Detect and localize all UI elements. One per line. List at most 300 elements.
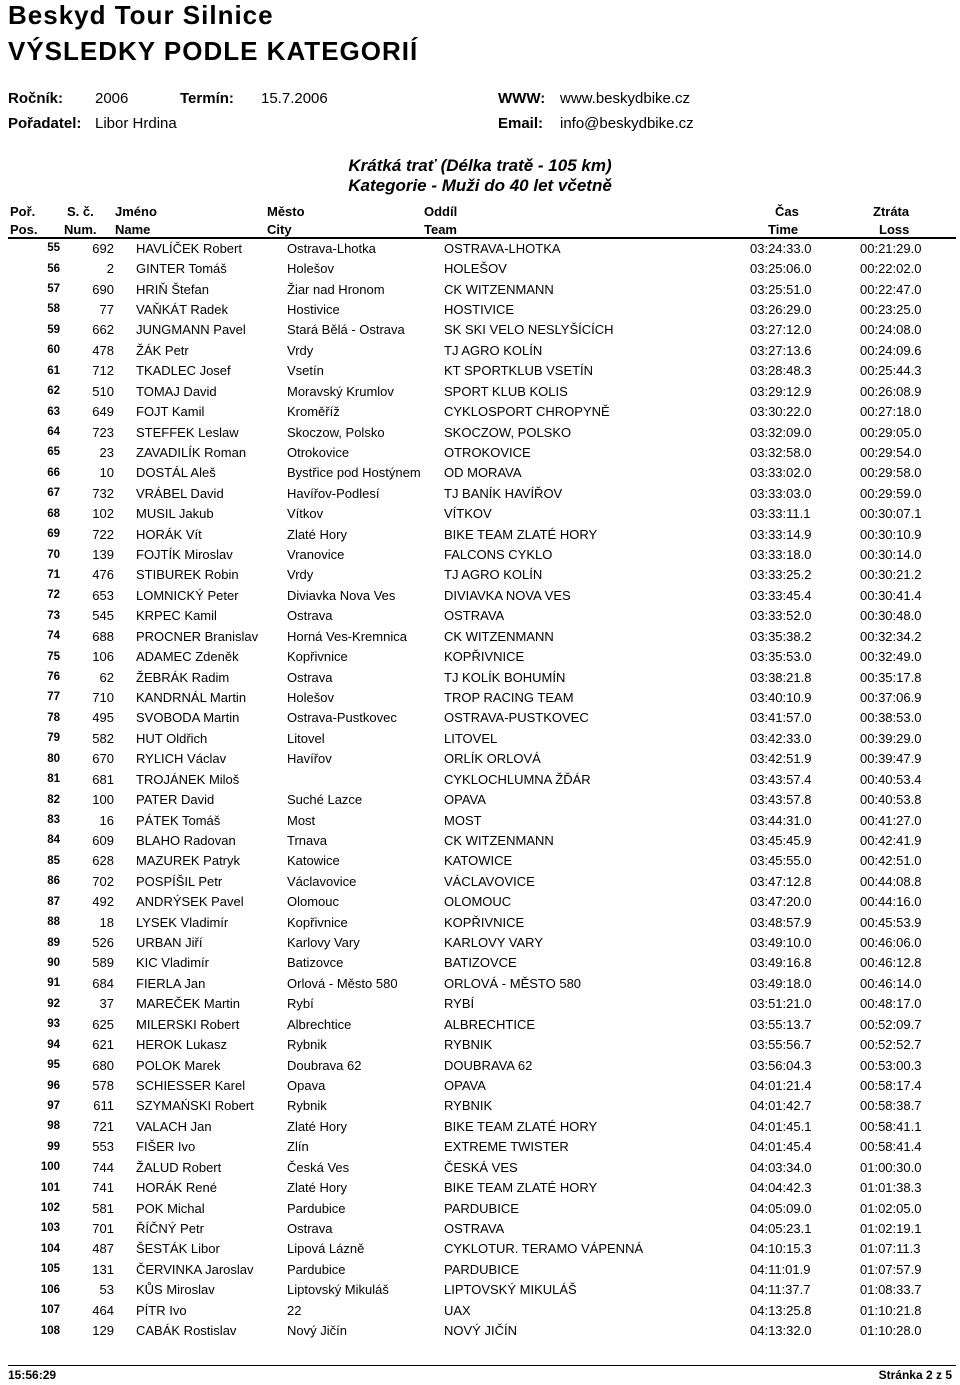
cell-loss: 00:35:17.8 — [860, 669, 922, 685]
col-time-en: Time — [768, 222, 799, 237]
cell-num: 681 — [92, 771, 114, 787]
cell-team: BIKE TEAM ZLATÉ HORY — [444, 526, 598, 542]
cell-team: EXTREME TWISTER — [444, 1139, 569, 1155]
cell-num: 625 — [92, 1016, 114, 1032]
table-row — [8, 892, 960, 912]
cell-name: ČERVINKA Jaroslav — [136, 1261, 254, 1277]
cell-name: RYLICH Václav — [136, 751, 227, 767]
cell-pos: 93 — [47, 1018, 60, 1031]
cell-loss: 00:41:27.0 — [860, 812, 922, 828]
cell-loss: 00:58:41.1 — [860, 1118, 922, 1134]
cell-team: KT SPORTKLUB VSETÍN — [444, 363, 594, 379]
cell-name: POSPÍŠIL Petr — [136, 873, 223, 889]
cell-city: Moravský Krumlov — [287, 383, 394, 399]
cell-time: 03:47:20.0 — [750, 894, 812, 910]
cell-loss: 00:52:52.7 — [860, 1037, 922, 1053]
cell-loss: 00:25:44.3 — [860, 363, 922, 379]
table-row — [8, 258, 960, 278]
cell-city: Zlaté Hory — [287, 1118, 347, 1134]
cell-pos: 59 — [47, 323, 60, 336]
cell-loss: 00:29:58.0 — [860, 465, 922, 481]
poradatel-label: Pořadatel: — [8, 115, 82, 132]
table-row — [8, 626, 960, 646]
cell-loss: 00:52:09.7 — [860, 1016, 922, 1032]
cell-team: CK WITZENMANN — [444, 281, 554, 297]
cell-team: OSTRAVA-PUSTKOVEC — [444, 710, 589, 726]
cell-time: 03:33:03.0 — [750, 485, 812, 501]
cell-team: TJ AGRO KOLÍN — [444, 567, 543, 583]
footer-page: Stránka 2 z 5 — [878, 1368, 952, 1382]
cell-pos: 98 — [47, 1120, 60, 1133]
cell-city: Opava — [287, 1078, 326, 1093]
cell-num: 526 — [92, 935, 114, 951]
cell-time: 04:01:45.1 — [750, 1118, 812, 1134]
cell-team: OLOMOUC — [444, 894, 512, 910]
footer-time: 15:56:29 — [8, 1368, 57, 1382]
cell-city: Liptovský Mikuláš — [287, 1282, 389, 1298]
cell-name: SCHIESSER Karel — [136, 1078, 246, 1093]
cell-name: KŮS Miroslav — [136, 1282, 215, 1298]
cell-time: 03:40:10.9 — [750, 689, 812, 705]
cell-time: 03:28:48.3 — [750, 363, 812, 379]
cell-name: HRIŇ Štefan — [136, 281, 209, 297]
cell-num: 688 — [92, 628, 114, 644]
cell-num: 732 — [92, 485, 114, 501]
cell-city: Albrechtice — [287, 1016, 352, 1032]
cell-pos: 95 — [47, 1059, 60, 1072]
cell-time: 03:32:58.0 — [750, 444, 812, 460]
table-row — [8, 769, 960, 789]
cell-city: Rybí — [287, 996, 314, 1012]
col-team-en: Team — [424, 222, 457, 237]
cell-city: Kroměříž — [287, 404, 340, 420]
cell-loss: 00:30:14.0 — [860, 547, 922, 563]
cell-city — [287, 769, 444, 789]
cell-time: 03:33:25.2 — [750, 567, 812, 583]
cell-pos: 75 — [47, 650, 60, 663]
cell-num: 653 — [92, 587, 114, 603]
cell-team: RYBNIK — [444, 1037, 493, 1053]
table-row — [8, 401, 960, 421]
cell-name: MAREČEK Martin — [136, 996, 241, 1012]
table-row — [8, 483, 960, 503]
table-row — [8, 851, 960, 871]
cell-time: 03:33:11.1 — [750, 506, 811, 522]
cell-time: 04:01:42.7 — [750, 1098, 812, 1114]
cell-loss: 00:23:25.0 — [860, 301, 922, 317]
cell-city: Orlová - Město 580 — [287, 975, 398, 991]
cell-team: BATIZOVCE — [444, 955, 517, 971]
table-row — [8, 524, 960, 544]
cell-pos: 69 — [47, 528, 60, 541]
cell-team: TJ BANÍK HAVÍŘOV — [444, 485, 563, 501]
cell-team: TJ AGRO KOLÍN — [444, 342, 543, 358]
cell-pos: 96 — [47, 1079, 60, 1092]
cell-num: 545 — [92, 608, 114, 624]
cell-pos: 107 — [40, 1304, 60, 1317]
cell-num: 702 — [92, 873, 114, 889]
cell-pos: 89 — [47, 936, 60, 949]
cell-pos: 101 — [40, 1181, 60, 1194]
cell-city: Hostivice — [287, 301, 340, 317]
cell-pos: 60 — [47, 344, 60, 357]
cell-team: PARDUBICE — [444, 1261, 519, 1277]
col-name-cz: Jméno — [115, 204, 157, 219]
cell-team: PARDUBICE — [444, 1200, 519, 1216]
cell-city: Havířov — [287, 751, 332, 767]
cell-city: Vranovice — [287, 547, 345, 563]
table-row — [8, 1320, 960, 1340]
cell-loss: 00:46:06.0 — [860, 935, 922, 951]
cell-city: Holešov — [287, 689, 334, 705]
cell-pos: 102 — [40, 1202, 60, 1215]
cell-name: BLAHO Radovan — [136, 832, 236, 848]
cell-num: 487 — [92, 1241, 114, 1257]
cell-city: Pardubice — [287, 1261, 346, 1277]
cell-city: Vsetín — [287, 363, 324, 379]
cell-team: OTROKOVICE — [444, 444, 531, 460]
col-num-cz: S. č. — [67, 204, 94, 219]
cell-pos: 57 — [47, 283, 60, 296]
cell-city: 22 — [287, 1302, 302, 1318]
cell-loss: 00:45:53.9 — [860, 914, 922, 930]
event-title: Beskyd Tour Silnice — [8, 0, 274, 30]
cell-pos: 90 — [47, 956, 60, 969]
cell-name: VAŇKÁT Radek — [136, 301, 229, 317]
cell-pos: 77 — [47, 691, 60, 704]
cell-num: 100 — [92, 792, 114, 808]
cell-team: KARLOVY VARY — [444, 935, 543, 951]
cell-pos: 105 — [40, 1263, 60, 1276]
table-row — [8, 749, 960, 769]
cell-city: Doubrava 62 — [287, 1057, 362, 1073]
col-city-cz: Město — [267, 204, 305, 219]
cell-name: VRÁBEL David — [136, 485, 224, 501]
cell-loss: 00:40:53.4 — [860, 771, 922, 787]
cell-name: POLOK Marek — [136, 1057, 221, 1073]
cell-city: Rybnik — [287, 1037, 327, 1053]
cell-loss: 00:53:00.3 — [860, 1057, 922, 1073]
cell-pos: 67 — [47, 487, 60, 500]
cell-team: TJ KOLÍK BOHUMÍN — [444, 669, 566, 685]
cell-time: 03:49:10.0 — [750, 935, 812, 951]
cell-num: 53 — [99, 1282, 114, 1298]
cell-pos: 64 — [47, 426, 60, 438]
cell-team: SKOCZOW, POLSKO — [444, 424, 572, 440]
cell-team: DOUBRAVA 62 — [444, 1057, 533, 1073]
cell-time: 03:42:51.9 — [750, 751, 812, 767]
results-body — [8, 238, 960, 1341]
email-label: Email: — [498, 115, 544, 132]
cell-name: SZYMAŃSKI Robert — [136, 1098, 254, 1114]
cell-loss: 01:08:33.7 — [860, 1282, 922, 1298]
cell-num: 721 — [92, 1118, 114, 1134]
cell-loss: 00:29:54.0 — [860, 444, 922, 460]
cell-team: DIVIAVKA NOVA VES — [444, 587, 571, 603]
cell-team: BIKE TEAM ZLATÉ HORY — [444, 1180, 598, 1196]
cell-num: 553 — [92, 1139, 114, 1155]
cell-pos: 103 — [40, 1222, 60, 1235]
cell-pos: 72 — [47, 589, 60, 602]
cell-time: 03:47:12.8 — [750, 873, 812, 889]
cell-city: Ostrava — [287, 1220, 333, 1236]
cell-pos: 91 — [47, 977, 60, 990]
cell-time: 03:35:38.2 — [750, 628, 812, 644]
table-row — [8, 1034, 960, 1054]
cell-name: HUT Oldřich — [136, 730, 208, 746]
cell-time: 03:33:52.0 — [750, 608, 812, 624]
cell-team: VÍTKOV — [444, 506, 492, 522]
cell-city: Kopřivnice — [287, 914, 348, 930]
cell-city: Ostrava — [287, 669, 333, 685]
cell-loss: 00:58:17.4 — [860, 1078, 922, 1093]
table-row — [8, 932, 960, 952]
cell-city: Olomouc — [287, 894, 340, 910]
table-row — [8, 953, 960, 973]
cell-name: MILERSKI Robert — [136, 1016, 240, 1032]
cell-num: 611 — [93, 1098, 114, 1114]
cell-loss: 00:39:47.9 — [860, 751, 922, 767]
cell-team: LIPTOVSKÝ MIKULÁŠ — [444, 1282, 577, 1298]
cell-name: TKADLEC Josef — [136, 363, 231, 379]
page-subtitle: VÝSLEDKY PODLE KATEGORIÍ — [8, 36, 419, 66]
cell-loss: 00:29:05.0 — [860, 424, 922, 440]
cell-num: 744 — [92, 1159, 114, 1175]
cell-name: ADAMEC Zdeněk — [136, 649, 239, 665]
col-name-en: Name — [115, 222, 151, 237]
cell-name: KRPEC Kamil — [136, 608, 217, 624]
cell-name: KANDRNÁL Martin — [136, 689, 247, 705]
cell-num: 680 — [92, 1057, 114, 1073]
cell-city: Kopřivnice — [287, 649, 348, 665]
cell-team: CK WITZENMANN — [444, 832, 554, 848]
cell-pos: 65 — [47, 446, 60, 459]
cell-time: 04:11:37.7 — [750, 1282, 811, 1298]
www-label: WWW: — [498, 90, 546, 107]
rocnik-label: Ročník: — [8, 90, 64, 107]
cell-city: Litovel — [287, 730, 325, 746]
cell-name: ZAVADILÍK Roman — [136, 444, 247, 460]
cell-loss: 01:02:05.0 — [860, 1200, 922, 1216]
cell-num: 77 — [99, 301, 114, 317]
cell-loss: 00:44:16.0 — [860, 894, 922, 910]
cell-city: Česká Ves — [287, 1159, 350, 1175]
poradatel-value: Libor Hrdina — [95, 115, 177, 132]
cell-pos: 74 — [47, 630, 60, 643]
table-row — [8, 1137, 960, 1157]
cell-loss: 00:58:41.4 — [860, 1139, 922, 1155]
cell-loss: 00:44:08.8 — [860, 873, 922, 889]
cell-team: KOPŘIVNICE — [444, 649, 525, 665]
cell-city: Žiar nad Hronom — [287, 281, 385, 297]
cell-num: 139 — [92, 547, 114, 563]
cell-num: 2 — [106, 261, 114, 277]
cell-pos: 99 — [47, 1140, 60, 1153]
cell-time: 03:27:13.6 — [750, 342, 812, 358]
cell-team: OSTRAVA-LHOTKA — [444, 240, 561, 256]
cell-name: PÍTR Ivo — [136, 1302, 187, 1318]
cell-name: LOMNICKÝ Peter — [136, 587, 239, 603]
cell-pos: 94 — [47, 1038, 60, 1051]
cell-pos: 81 — [47, 773, 60, 786]
table-row — [8, 1280, 960, 1300]
cell-num: 62 — [99, 669, 114, 685]
cell-loss: 00:37:06.9 — [860, 689, 922, 705]
col-pos-en: Pos. — [10, 222, 38, 237]
cell-city: Skoczow, Polsko — [287, 424, 385, 440]
cell-team: SPORT KLUB KOLIS — [444, 383, 568, 399]
termin-label: Termín: — [180, 90, 234, 107]
cell-pos: 97 — [47, 1099, 60, 1112]
cell-time: 03:42:33.0 — [750, 730, 812, 746]
cell-pos: 88 — [47, 916, 60, 929]
cell-time: 04:11:01.9 — [750, 1261, 811, 1277]
cell-name: FIERLA Jan — [136, 975, 206, 991]
table-row — [8, 830, 960, 850]
cell-time: 03:43:57.4 — [750, 771, 812, 787]
table-row — [8, 1014, 960, 1034]
cell-name: TROJÁNEK Miloš — [136, 771, 240, 787]
table-row — [8, 994, 960, 1014]
cell-num: 722 — [92, 526, 114, 542]
cell-team: UAX — [444, 1302, 471, 1318]
cell-team: CYKLOTUR. TERAMO VÁPENNÁ — [444, 1241, 644, 1257]
cell-time: 03:25:06.0 — [750, 261, 812, 277]
cell-num: 478 — [92, 342, 114, 358]
cell-pos: 80 — [47, 752, 60, 765]
cell-loss: 01:00:30.0 — [860, 1159, 922, 1175]
cell-loss: 00:48:17.0 — [860, 996, 922, 1012]
cell-team: KATOWICE — [444, 853, 513, 869]
cell-city: Ostrava — [287, 608, 333, 624]
cell-loss: 01:01:38.3 — [860, 1180, 922, 1196]
cell-time: 03:32:09.0 — [750, 424, 812, 440]
table-row — [8, 1239, 960, 1259]
cell-time: 04:03:34.0 — [750, 1159, 812, 1175]
cell-loss: 01:07:11.3 — [860, 1241, 921, 1257]
cell-num: 10 — [99, 465, 114, 481]
cell-time: 03:56:04.3 — [750, 1057, 812, 1073]
cell-team: RYBNIK — [444, 1098, 493, 1114]
cell-name: MAZUREK Patryk — [136, 853, 241, 869]
cell-loss: 00:22:02.0 — [860, 261, 922, 277]
cell-team: ALBRECHTICE — [444, 1016, 536, 1032]
table-row — [8, 1300, 960, 1320]
cell-time: 03:44:31.0 — [750, 812, 812, 828]
cell-time: 03:43:57.8 — [750, 792, 812, 808]
cell-num: 662 — [92, 322, 114, 338]
cell-name: PROCNER Branislav — [136, 628, 259, 644]
table-row — [8, 1096, 960, 1116]
cell-num: 510 — [92, 383, 114, 399]
cell-city: Holešov — [287, 261, 334, 277]
cell-pos: 106 — [40, 1283, 60, 1296]
cell-time: 03:55:13.7 — [750, 1016, 812, 1032]
cell-city: Diviavka Nova Ves — [287, 587, 396, 603]
cell-pos: 79 — [47, 732, 60, 745]
cell-loss: 00:58:38.7 — [860, 1098, 922, 1114]
table-row — [8, 687, 960, 707]
cell-num: 621 — [92, 1037, 114, 1053]
cell-loss: 00:27:18.0 — [860, 404, 922, 420]
table-row — [8, 1075, 960, 1095]
table-row — [8, 728, 960, 748]
cell-team: CK WITZENMANN — [444, 628, 554, 644]
cell-pos: 61 — [47, 364, 60, 377]
cell-name: SVOBODA Martin — [136, 710, 240, 726]
cell-team: OSTRAVA — [444, 1220, 505, 1236]
cell-name: HORÁK René — [136, 1180, 217, 1196]
cell-name: LYSEK Vladimír — [136, 914, 229, 930]
cell-team: CYKLOCHLUMNA ŽĎÁR — [444, 771, 591, 787]
cell-name: STEFFEK Leslaw — [136, 424, 239, 440]
cell-team: HOLEŠOV — [444, 261, 507, 277]
cell-time: 04:05:09.0 — [750, 1200, 812, 1216]
table-row — [8, 789, 960, 809]
cell-num: 476 — [92, 567, 114, 583]
cell-num: 16 — [99, 812, 114, 828]
cell-name: URBAN Jiří — [136, 935, 203, 951]
cell-name: PATER David — [136, 792, 215, 808]
cell-pos: 85 — [47, 854, 60, 867]
cell-num: 106 — [92, 649, 114, 665]
cell-name: ŠESTÁK Libor — [136, 1241, 220, 1257]
cell-name: HEROK Lukasz — [136, 1037, 228, 1053]
cell-city: Otrokovice — [287, 444, 350, 460]
col-city-en: City — [267, 222, 292, 237]
cell-loss: 00:22:47.0 — [860, 281, 922, 297]
cell-team: ORLÍK ORLOVÁ — [444, 751, 541, 767]
cell-pos: 104 — [40, 1242, 60, 1255]
cell-name: VALACH Jan — [136, 1118, 212, 1134]
col-num-en: Num. — [64, 222, 97, 237]
cell-pos: 56 — [47, 262, 60, 275]
cell-time: 03:26:29.0 — [750, 301, 812, 317]
cell-city: Pardubice — [287, 1200, 346, 1216]
cell-loss: 00:32:34.2 — [860, 628, 922, 644]
cell-name: FOJT Kamil — [136, 404, 205, 420]
email-value[interactable]: info@beskydbike.cz — [560, 115, 694, 132]
cell-num: 692 — [92, 240, 114, 256]
cell-loss: 00:30:10.9 — [860, 526, 922, 542]
cell-city: Stará Bělá - Ostrava — [287, 322, 405, 338]
table-row — [8, 667, 960, 687]
cell-name: HAVLÍČEK Robert — [136, 240, 242, 256]
cell-name: ANDRÝSEK Pavel — [136, 894, 244, 910]
cell-city: Batizovce — [287, 955, 344, 971]
cell-pos: 83 — [47, 814, 60, 827]
cell-city: Suché Lazce — [287, 792, 363, 808]
cell-city: Karlovy Vary — [287, 935, 360, 951]
cell-num: 628 — [92, 853, 114, 869]
results-table — [8, 238, 960, 1341]
cell-time: 03:33:45.4 — [750, 587, 812, 603]
table-row — [8, 973, 960, 993]
cell-city: Vítkov — [287, 506, 324, 522]
cell-loss: 00:42:51.0 — [860, 853, 922, 869]
col-loss-en: Loss — [879, 222, 910, 237]
table-row — [8, 463, 960, 483]
cell-num: 723 — [92, 424, 114, 440]
cell-pos: 78 — [47, 711, 60, 724]
cell-team: RYBÍ — [444, 996, 475, 1012]
cell-team: SK SKI VELO NESLYŠÍCÍCH — [444, 322, 614, 338]
cell-num: 18 — [99, 914, 114, 930]
cell-pos: 70 — [47, 548, 60, 561]
cell-team: OPAVA — [444, 792, 486, 808]
cell-time: 03:51:21.0 — [750, 996, 812, 1012]
www-value[interactable]: www.beskydbike.cz — [560, 90, 691, 107]
